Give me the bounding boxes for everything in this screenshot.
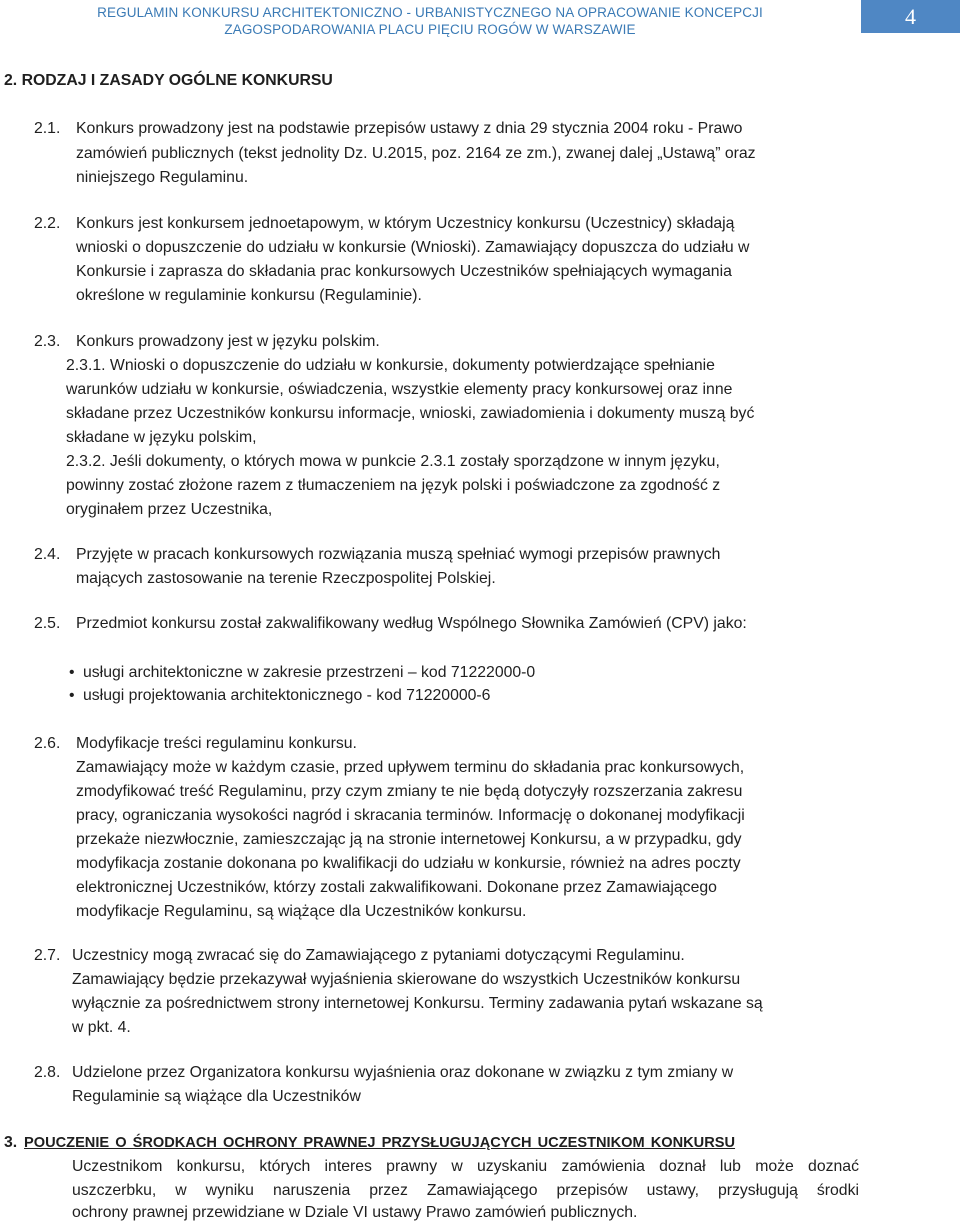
clause-2-2-line: określone w regulaminie konkursu (Regulaminie). (76, 287, 422, 304)
section-3-number: 3. (4, 1134, 18, 1151)
clause-2-3-2-line: oryginałem przez Uczestnika, (66, 501, 273, 518)
section-3-heading: POUCZENIE O ŚRODKACH OCHRONY PRAWNEJ PRZYSŁUGUJĄCYCH UCZESTNIKOM KONKURSU (24, 1135, 736, 1151)
document-title (0, 4, 860, 38)
document-title-line-1: REGULAMIN KONKURSU ARCHITEKTONICZNO - URBANISTYCZNEGO NA OPRACOWANIE KONCEPCJI (97, 5, 763, 20)
cpv-list-item: usługi architektoniczne w zakresie przestrzeni – kod 71222000-0 (83, 664, 536, 681)
clause-2-3-number: 2.3. (34, 333, 61, 350)
clause-2-7-line: w pkt. 4. (72, 1019, 131, 1036)
document-title-line-2: ZAGOSPODAROWANIA PLACU PIĘCIU ROGÓW W WARSZAWIE (224, 22, 636, 37)
clause-2-1-number: 2.1. (34, 120, 61, 137)
clause-2-2-number: 2.2. (34, 215, 61, 232)
clause-2-8-line: Udzielone przez Organizatora konkursu wyjaśnienia oraz dokonane w związku z tym zmiany w (72, 1064, 734, 1081)
section-3-line: Uczestnikom konkursu, których interes prawny w uzyskaniu zamówienia doznał lub może doznać (72, 1158, 859, 1175)
section-2-heading: 2. RODZAJ I ZASADY OGÓLNE KONKURSU (4, 72, 333, 89)
clause-2-7-line: wyłącznie za pośrednictwem strony internetowej Konkursu. Terminy zadawania pytań wskazane są (72, 995, 763, 1012)
clause-2-7-number: 2.7. (34, 947, 61, 964)
section-3-line: ochrony prawnej przewidziane w Dziale VI ustawy Prawo zamówień publicznych. (72, 1204, 638, 1221)
clause-2-5-line: Przedmiot konkursu został zakwalifikowany według Wspólnego Słownika Zamówień (CPV) jako: (76, 615, 747, 632)
clause-2-6-line: zmodyfikować treść Regulaminu, przy czym zmiany te nie będą dotyczyły rozszerzania zakresu (76, 783, 743, 800)
page-number-badge: 4 (861, 0, 960, 33)
clause-2-3-1-line: 2.3.1. Wnioski o dopuszczenie do udziału w konkursie, dokumenty potwierdzające spełnianie (66, 357, 715, 374)
clause-2-8-line: Regulaminie są wiążące dla Uczestników (72, 1088, 361, 1105)
clause-2-3-line: Konkurs prowadzony jest w języku polskim. (76, 333, 380, 350)
clause-2-3-1-line: warunków udziału w konkursie, oświadczenia, wszystkie elementy pracy konkursowej oraz inne (66, 381, 733, 398)
clause-2-4-line: mających zastosowanie na terenie Rzeczpospolitej Polskiej. (76, 570, 496, 587)
clause-2-1-line: niniejszego Regulaminu. (76, 169, 249, 186)
clause-2-3-1-line: składane w języku polskim, (66, 429, 257, 446)
clause-2-2-line: Konkursie i zaprasza do składania prac konkursowych Uczestników spełniających wymagania (76, 263, 732, 280)
clause-2-3-2-line: 2.3.2. Jeśli dokumenty, o których mowa w punkcie 2.3.1 zostały sporządzone w innym języku, (66, 453, 720, 470)
clause-2-4-line: Przyjęte w pracach konkursowych rozwiązania muszą spełniać wymogi przepisów prawnych (76, 546, 721, 563)
cpv-list-item: usługi projektowania architektonicznego - kod 71220000-6 (83, 687, 491, 704)
clause-2-2-line: wnioski o dopuszczenie do udziału w konkursie (Wnioski). Zamawiający dopuszcza do udziału w (76, 239, 750, 256)
clause-2-6-line: modyfikacja zostanie dokonana po kwalifikacji do udziału w konkursie, również na adres poczty (76, 855, 741, 872)
clause-2-6-line: modyfikacje Regulaminu, są wiążące dla Uczestników konkursu. (76, 903, 527, 920)
clause-2-7-line: Uczestnicy mogą zwracać się do Zamawiającego z pytaniami dotyczącymi Regulaminu. (72, 947, 685, 964)
clause-2-4-number: 2.4. (34, 546, 61, 563)
page-header (0, 0, 960, 42)
clause-2-6-line: Zamawiający może w każdym czasie, przed upływem terminu do składania prac konkursowych, (76, 759, 745, 776)
clause-2-7-line: Zamawiający będzie przekazywał wyjaśnienia skierowane do wszystkich Uczestników konkursu (72, 971, 741, 988)
bullet-marker: • (69, 687, 75, 704)
clause-2-6-line: elektronicznej Uczestników, którzy zostali zakwalifikowani. Dokonane przez Zamawiającego (76, 879, 717, 896)
clause-2-8-number: 2.8. (34, 1064, 61, 1081)
clause-2-5-number: 2.5. (34, 615, 61, 632)
clause-2-6-line: pracy, ograniczania wysokości nagród i skracania terminów. Informację o dokonanej modyfikacji (76, 807, 745, 824)
clause-2-6-line: przekaże niezwłocznie, zamieszczając ją na stronie internetowej Konkursu, a w przypadku, gdy (76, 831, 742, 848)
clause-2-6-line: Modyfikacje treści regulaminu konkursu. (76, 735, 357, 752)
clause-2-6-number: 2.6. (34, 735, 61, 752)
bullet-marker: • (69, 664, 75, 681)
clause-2-2-line: Konkurs jest konkursem jednoetapowym, w którym Uczestnicy konkursu (Uczestnicy) składają (76, 215, 735, 232)
clause-2-3-2-line: powinny zostać złożone razem z tłumaczeniem na język polski i poświadczone za zgodność z (66, 477, 721, 494)
clause-2-1-line: zamówień publicznych (tekst jednolity Dz. U.2015, poz. 2164 ze zm.), zwanej dalej „Ustawą” oraz (76, 145, 756, 162)
clause-2-3-1-line: składane przez Uczestników konkursu informacje, wnioski, zawiadomienia i dokumenty muszą być (66, 405, 755, 422)
section-3-line: uszczerbku, w wyniku naruszenia przez Zamawiającego przepisów ustawy, przysługują środki (72, 1182, 859, 1199)
clause-2-1-line: Konkurs prowadzony jest na podstawie przepisów ustawy z dnia 29 stycznia 2004 roku - Prawo (76, 120, 743, 137)
